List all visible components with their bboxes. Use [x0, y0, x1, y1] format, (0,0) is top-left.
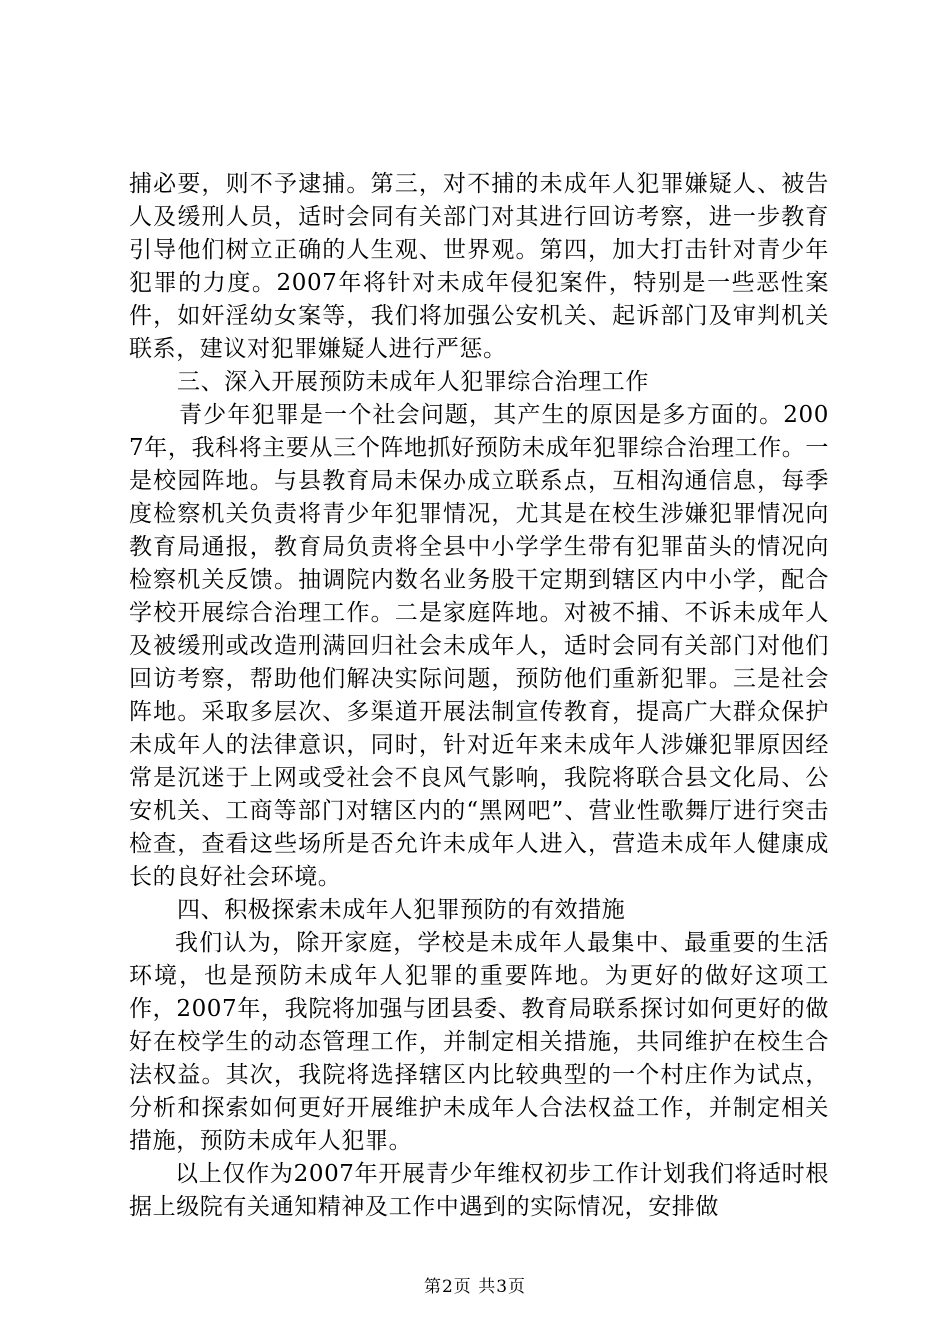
paragraph-closing: 以上仅作为2007年开展青少年维权初步工作计划我们将适时根据上级院有关通知精神及工作中遇到的实际情况，安排做 — [129, 1161, 829, 1220]
paragraph-continuation: 捕必要，则不予逮捕。第三，对不捕的未成年人犯罪嫌疑人、被告人及缓刑人员，适时会同有关部门对其进行回访考察，进一步教育引导他们树立正确的人生观、世界观。第四，加大打击针对青少年犯罪的力度。2007年将针对未成年侵犯案件，特别是一些恶性案件，如奸淫幼女案等，我们将加强公安机关、起诉部门及审判机关联系，建议对犯罪嫌疑人进行严惩。 — [129, 171, 829, 362]
section-heading-four: 四、积极探索未成年人犯罪预防的有效措施 — [177, 897, 626, 923]
page-footer — [0, 1276, 950, 1298]
paragraph-section-three: 青少年犯罪是一个社会问题，其产生的原因是多方面的。2007年，我科将主要从三个阵地抓好预防未成年犯罪综合治理工作。一是校园阵地。与县教育局未保办成立联系点，互相沟通信息，每季度检察机关负责将青少年犯罪情况，尤其是在校生涉嫌犯罪情况向教育局通报，教育局负责将全县中小学学生带有犯罪苗头的情况向检察机关反馈。抽调院内数名业务股干定期到辖区内中小学，配合学校开展综合治理工作。二是家庭阵地。对被不捕、不诉未成年人及被缓刑或改造刑满回归社会未成年人，适时会同有关部门对他们回访考察，帮助他们解决实际问题，预防他们重新犯罪。三是社会阵地。采取多层次、多渠道开展法制宣传教育，提高广大群众保护未成年人的法律意识，同时，针对近年来未成年人涉嫌犯罪原因经常是沉迷于上网或受社会不良风气影响，我院将联合县文化局、公安机关、工商等部门对辖区内的“黑网吧”、营业性歌舞厅进行突击检查，查看这些场所是否允许未成年人进入，营造未成年人健康成长的良好社会环境。 — [129, 402, 829, 890]
section-heading-three: 三、深入开展预防未成年人犯罪综合治理工作 — [177, 369, 649, 395]
document-body — [129, 168, 829, 1224]
paragraph-section-four: 我们认为，除开家庭，学校是未成年人最集中、最重要的生活环境，也是预防未成年人犯罪的重要阵地。为更好的做好这项工作，2007年，我院将加强与团县委、教育局联系探讨如何更好的做好在校学生的动态管理工作，并制定相关措施，共同维护在校生合法权益。其次，我院将选择辖区内比较典型的一个村庄作为试点，分析和探索如何更好开展维护未成年人合法权益工作，并制定相关措施，预防未成年人犯罪。 — [129, 930, 829, 1154]
page-number-label: 第2页 共3页 — [423, 1277, 527, 1297]
